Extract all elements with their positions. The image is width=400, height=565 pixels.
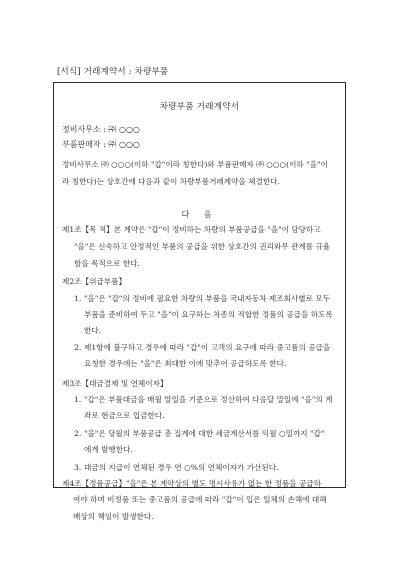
form-label: [서식] 거래계약서 : 차량부품 xyxy=(57,67,169,77)
item-line: "을"은 "갑"의 정비에 필요한 차량의 부품을 국내자동차 제조회사별로 모두 xyxy=(84,294,331,303)
item-line: 부품을 준비하여 두고 "을"이 요구하는 차종의 적합한 정품의 공급을 하도록 xyxy=(84,310,333,319)
article-1 xyxy=(62,221,337,272)
article-3-heading: 제3조【대금결제 및 연체이자】 xyxy=(62,379,168,388)
preamble xyxy=(62,156,337,190)
item-line: "갑"은 부품대금을 매월 말일을 기준으로 정산하여 다음달 말일에 "을"의 계 xyxy=(84,395,333,404)
article-4-continuation xyxy=(61,491,338,525)
item-number: 3. xyxy=(74,463,82,472)
article-2-item-2 xyxy=(74,340,335,372)
article-line: 여야 하며 비정품 또는 중고품의 공급에 따라 "갑"이 입은 일체의 손해에 대해 xyxy=(73,495,327,504)
article-4 xyxy=(62,475,337,492)
item-line: 좌로 현금으로 입금한다. xyxy=(84,411,165,420)
article-line: 제4조【정품공급】"을"은 본 계약상의 별도 명시사유가 없는 한 정품을 공급하 xyxy=(62,479,322,488)
party-parts-seller: 부품판매자 : ㈜ ○○○ xyxy=(62,140,140,149)
item-number: 2. xyxy=(74,343,82,352)
article-line: 함을 목적으로 한다. xyxy=(74,259,140,268)
item-line: 요청한 경우에는 "을"은 최대한 이에 맞추어 공급하도록 한다. xyxy=(84,359,287,368)
item-number: 1. xyxy=(74,294,82,303)
item-line: 대금의 지급이 연체된 경우 연 ○%의 연체이자가 가산된다. xyxy=(84,463,279,472)
document-title: 차량부품 거래계약서 xyxy=(159,102,240,112)
party-maintenance-office: 정비사무소 : ㈜ ○○○ xyxy=(62,125,140,134)
article-3-item-3 xyxy=(74,460,335,476)
contract-document xyxy=(53,82,346,488)
article-2-item-1 xyxy=(74,291,335,339)
article-line: 배상의 책임이 발생한다. xyxy=(73,512,154,521)
article-line: "을"은 신속하고 안정적인 부품의 공급을 위한 상호간의 권리와무 관계를 규율 xyxy=(74,242,331,251)
preamble-line: 라 칭한다)는 상호간에 다음과 같이 차량부품거래계약을 체결한다. xyxy=(62,177,280,186)
section-heading: 다 음 xyxy=(181,210,218,219)
item-line: 에게 발행한다. xyxy=(84,445,133,454)
article-line: 제1조【목 적】본 계약은 "갑"이 정비하는 차량의 부품공급을 "을"이 담당하고 xyxy=(62,225,321,234)
article-3-item-2 xyxy=(74,426,335,458)
item-line: 한다. xyxy=(84,326,102,335)
item-line: 제1항에 불구하고 경우에 따라 "갑"이 고객의 요구에 따라 중고품의 공급을 xyxy=(84,343,331,352)
item-line: "을"은 당월의 부품공급 총 집계에 대한 세금계산서를 익월 ○일까지 "갑" xyxy=(84,429,325,438)
article-3-item-1 xyxy=(74,392,335,424)
item-number: 2. xyxy=(74,429,82,438)
preamble-line: 정비사무소 ㈜ ○○○(이하 "갑"이라 칭한다)와 부품판매자 ㈜ ○○○(이하 "을"이 xyxy=(62,160,328,169)
article-2-heading: 제2조【위급부품】 xyxy=(62,277,127,286)
item-number: 1. xyxy=(74,395,82,404)
